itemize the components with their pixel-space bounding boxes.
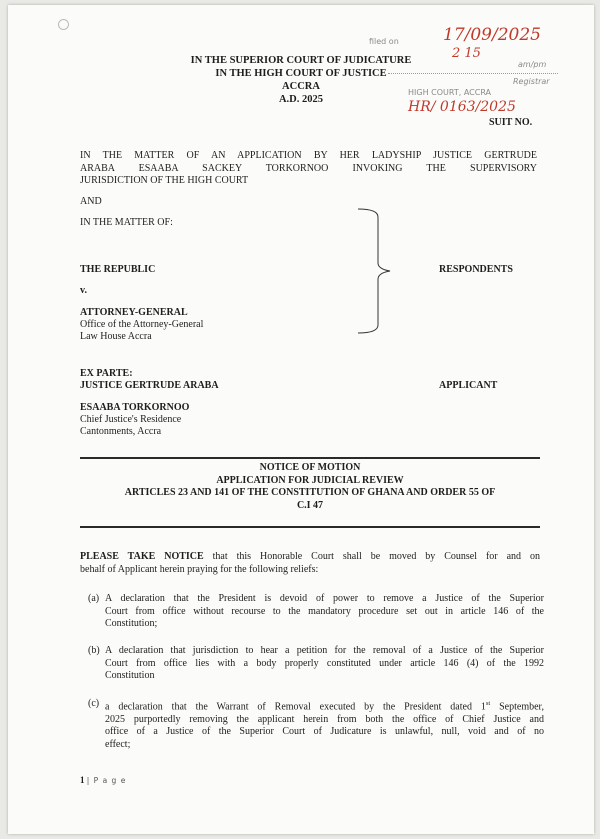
header-line-2: IN THE HIGH COURT OF JUSTICE bbox=[215, 68, 387, 79]
header-line-1: IN THE SUPERIOR COURT OF JUDICATURE bbox=[190, 55, 412, 66]
relief-b-label: (b) bbox=[88, 645, 100, 656]
relief-b-line-2: Court from office lies with a body properly constituted under article 146 (4) of the 1992 bbox=[105, 657, 544, 669]
corner-mark bbox=[58, 19, 69, 30]
rule-top bbox=[80, 457, 540, 459]
motion-line-1: NOTICE OF MOTION bbox=[259, 462, 361, 473]
respondents-label: RESPONDENTS bbox=[439, 264, 513, 275]
notice-rest: that this Honorable Court shall be moved by Counsel for and on bbox=[203, 551, 540, 562]
party-attorney-general: ATTORNEY-GENERAL bbox=[80, 307, 188, 318]
notice-line-1 bbox=[80, 551, 540, 564]
court-header bbox=[8, 54, 594, 106]
ex-parte-label: EX PARTE: bbox=[80, 368, 133, 379]
relief-a-label: (a) bbox=[88, 593, 100, 604]
relief-c-superscript: st bbox=[485, 700, 491, 707]
stamp-registrar: Registrar bbox=[513, 77, 550, 86]
applicant-label: APPLICANT bbox=[439, 380, 498, 391]
notice-lead: PLEASE TAKE NOTICE bbox=[80, 551, 204, 562]
stamp-time-handwritten: 2 15 bbox=[452, 46, 481, 61]
relief-c-label: (c) bbox=[88, 698, 100, 709]
relief-b-line-1: A declaration that jurisdiction to hear a petition for the removal of a Justice of the Superior bbox=[105, 645, 544, 656]
rule-bottom bbox=[80, 526, 540, 528]
page-word: | P a g e bbox=[86, 776, 127, 785]
header-line-4: A.D. 2025 bbox=[278, 94, 324, 105]
notice-line-2: behalf of Applicant herein praying for the following reliefs: bbox=[80, 563, 319, 575]
ag-address-line-1: Office of the Attorney-General bbox=[80, 319, 204, 330]
matter-line-2: ARABA ESAABA SACKEY TORKORNOO INVOKING THE SUPERVISORY bbox=[80, 162, 537, 174]
relief-c-line-1-post: September, bbox=[490, 701, 544, 713]
document-page bbox=[8, 5, 594, 834]
party-republic: THE REPUBLIC bbox=[80, 264, 156, 275]
suit-no-label: SUIT NO. bbox=[489, 117, 533, 128]
applicant-name-line-1: JUSTICE GERTRUDE ARABA bbox=[80, 380, 219, 391]
relief-a-line-1: A declaration that the President is devoid of power to remove a Justice of the Superior bbox=[105, 593, 544, 604]
stamp-suit-no-handwritten: HR/ 0163/2025 bbox=[408, 99, 516, 115]
relief-a-line-3: Constitution; bbox=[105, 618, 158, 629]
relief-a-line-2: Court from office without recourse to the mandatory procedure set out in article 146 of the bbox=[105, 605, 544, 617]
relief-b bbox=[88, 645, 544, 683]
stamp-filed-on: filed on bbox=[369, 37, 399, 46]
relief-b-line-3: Constitution bbox=[105, 670, 155, 681]
motion-line-2: APPLICATION FOR JUDICIAL REVIEW bbox=[216, 474, 404, 486]
stamp-am-pm: am/pm bbox=[518, 60, 547, 69]
applicant-address-line-2: Cantonments, Accra bbox=[80, 426, 162, 437]
stamp-date-handwritten: 17/09/2025 bbox=[443, 25, 541, 45]
applicant-name-line-2: ESAABA TORKORNOO bbox=[80, 402, 190, 413]
relief-c-line-4: effect; bbox=[105, 738, 131, 750]
header-line-3: ACCRA bbox=[282, 81, 320, 92]
matter-line-3: JURISDICTION OF THE HIGH COURT bbox=[80, 175, 249, 186]
motion-title bbox=[80, 462, 540, 512]
relief-c bbox=[88, 698, 544, 751]
motion-line-3: ARTICLES 23 AND 141 OF THE CONSTITUTION OF GHANA AND ORDER 55 OF bbox=[124, 487, 496, 498]
relief-c-line-1 bbox=[105, 698, 544, 714]
relief-c-line-2: 2025 purportedly removing the applicant herein from both the office of Chief Justice and bbox=[105, 713, 544, 725]
matter-application bbox=[80, 150, 537, 188]
page-number: 1 bbox=[80, 775, 85, 785]
stamp-court: HIGH COURT, ACCRA bbox=[408, 88, 492, 97]
applicant-address-line-1: Chief Justice's Residence bbox=[80, 414, 182, 425]
notice-paragraph bbox=[80, 551, 540, 576]
motion-line-4: C.I 47 bbox=[296, 499, 324, 511]
and-label: AND bbox=[80, 196, 102, 207]
matter-of-label: IN THE MATTER OF: bbox=[80, 217, 173, 228]
versus-label: v. bbox=[80, 285, 87, 296]
ag-address-line-2: Law House Accra bbox=[80, 331, 152, 342]
relief-a bbox=[88, 593, 544, 631]
page-footer bbox=[80, 775, 126, 785]
relief-c-line-1-pre: a declaration that the Warrant of Removal executed by the President dated 1 bbox=[105, 701, 486, 713]
respondents-bracket bbox=[348, 207, 398, 335]
relief-c-line-3: office of a Justice of the Superior Court of Judicature is unlawful, null, void and of no bbox=[105, 726, 544, 738]
matter-line-1: IN THE MATTER OF AN APPLICATION BY HER LADYSHIP JUSTICE GERTRUDE bbox=[80, 150, 537, 161]
